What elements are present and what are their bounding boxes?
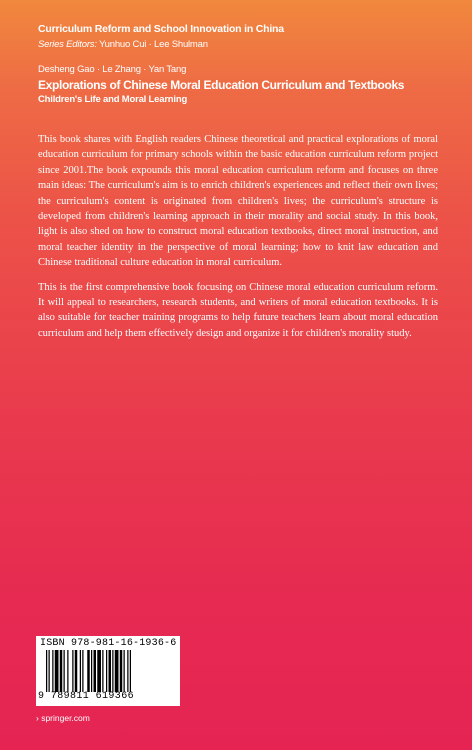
isbn-label: ISBN 978-981-16-1936-6 bbox=[40, 638, 177, 649]
header bbox=[38, 22, 458, 106]
barcode-digits: 9 789811 619366 bbox=[38, 691, 135, 702]
series-title: Curriculum Reform and School Innovation in China bbox=[38, 23, 284, 35]
book-subtitle: Children's Life and Moral Learning bbox=[38, 94, 188, 105]
series-editors-label: Series Editors: bbox=[38, 39, 97, 50]
isbn-barcode-box bbox=[36, 636, 180, 706]
book-title: Explorations of Chinese Moral Education Curriculum and Textbooks bbox=[38, 78, 405, 92]
blurb-paragraph: This is the first comprehensive book focusing on Chinese moral education curriculum reform. It will appeal to researchers, research students, and writers of moral education textbooks. It is also suitable for teacher training programs to help future teachers learn about moral education curriculum and help them effectively design and organize it for children's morality study. bbox=[38, 281, 438, 339]
series-editors bbox=[38, 38, 458, 51]
blurb-paragraph: This book shares with English readers Chinese theoretical and practical explorations of moral education curriculum for primary schools within the basic education curriculum reform project since 2001.The book expounds this moral education curriculum reform and focuses on three main ideas: The curriculum's aim is to enrich children's experiences and reflect their own lives; the curriculum's content is originated from children's lives; the curriculum's structure is developed from children's learning approach in their morality and social study. In this book, light is also shed on how to construct moral education textbooks, direct moral instruction, and moral teacher identity in the perspective of moral learning; how to knit law education and Chinese traditional culture education in moral curriculum. bbox=[38, 134, 438, 269]
blurb bbox=[38, 132, 438, 350]
publisher-link[interactable]: › springer.com bbox=[36, 713, 90, 723]
series-editors-names: Yunhuo Cui · Lee Shulman bbox=[99, 39, 208, 50]
barcode-icon bbox=[46, 650, 174, 692]
book-authors: Desheng Gao · Le Zhang · Yan Tang bbox=[38, 64, 187, 75]
